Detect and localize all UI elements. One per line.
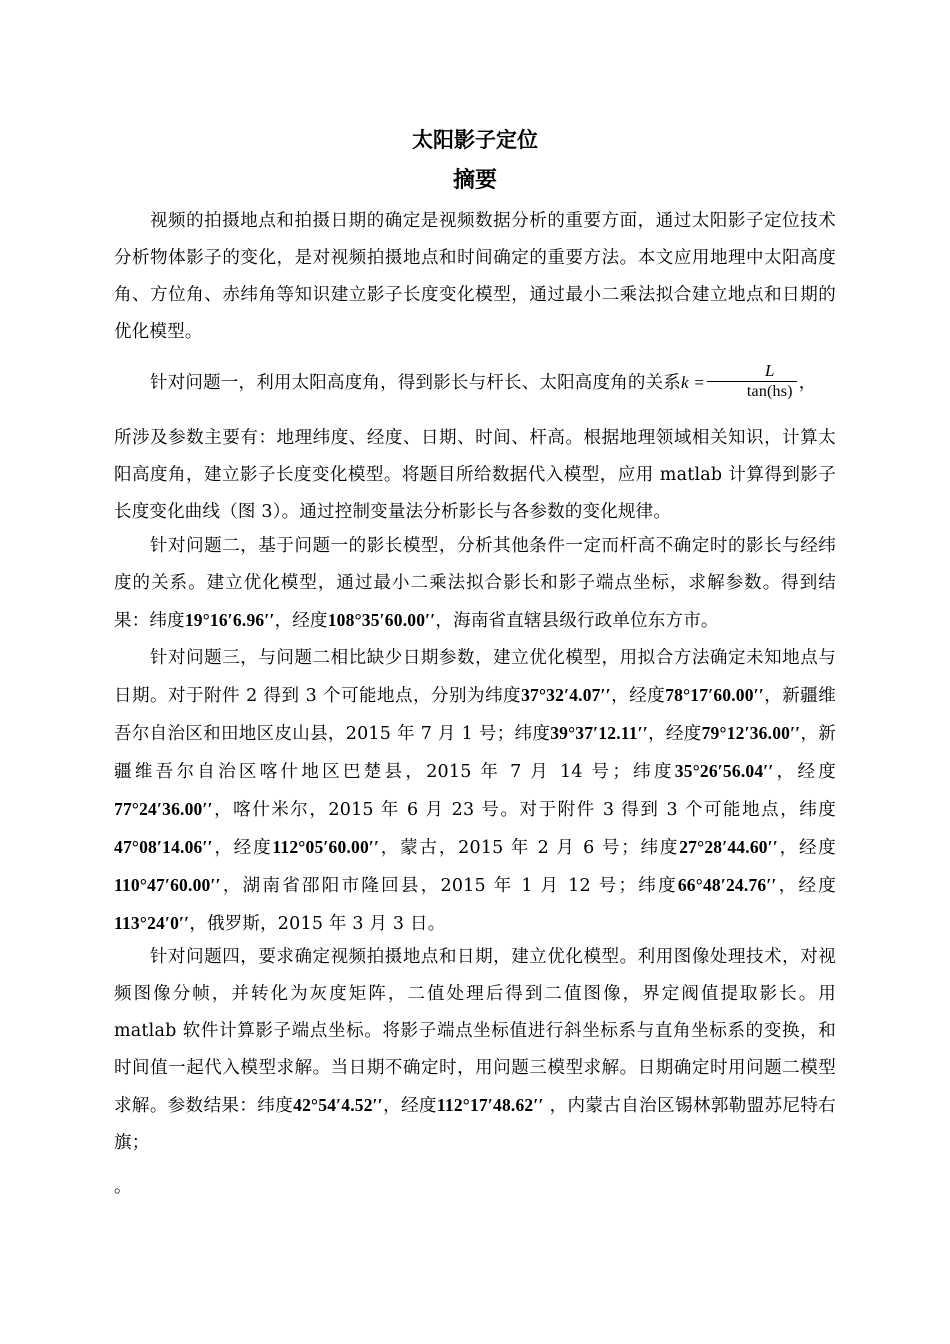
abstract-heading: 摘要 [452, 168, 497, 193]
problem2-latitude: 19°16′6.96′′ [184, 610, 275, 630]
problem3-value-8: 112°05′60.00′′ [272, 837, 380, 857]
problem3-value-5: 35°26′56.04′′ [674, 761, 774, 781]
problem3-text-e: ，新疆维吾尔自治区喀什地区巴楚县，2015 年 7 月 14 号；纬度 [114, 724, 836, 782]
problem3-value-11: 66°48′24.76′′ [677, 875, 777, 895]
problem4-longitude: 112°17′48.62′′ [436, 1095, 544, 1115]
problem2-text-b: ，经度 [274, 611, 328, 631]
problem3-value-3: 39°37′12.11′′ [550, 723, 648, 743]
problem3-text-d: ，经度 [647, 724, 702, 744]
formula-fraction [707, 361, 797, 402]
problem3-text-i: ，蒙古，2015 年 2 月 6 号；纬度 [379, 838, 680, 858]
problem3-text-m: ，俄罗斯，2015 年 3 月 3 日。 [189, 914, 446, 934]
problem3-text-f: ，经度 [773, 762, 836, 782]
problem3-text-b: ，经度 [610, 686, 666, 706]
problem3-value-9: 27°28′44.60′′ [679, 837, 778, 857]
problem3-value-12: 113°24′0′′ [114, 913, 190, 933]
problem4-text-b: ，经度 [382, 1096, 437, 1116]
problem3-text-k: ，湖南省邵阳市隆回县，2015 年 1 月 12 号；纬度 [220, 876, 678, 896]
problem3-text-c: ，新疆维吾尔自治区和田地区皮山县，2015 年 7 月 1 号；纬度 [114, 686, 836, 744]
problem3-text-h: ，经度 [212, 838, 273, 858]
problem4-text-c: ，内蒙古自治区锡林郭勒盟苏尼特右旗； [114, 1096, 836, 1153]
problem2-text-c: ，海南省直辖县级行政单位东方市。 [435, 611, 719, 631]
paragraph-problem2 [114, 528, 836, 640]
problem3-text-j: ，经度 [777, 838, 836, 858]
paragraph-problem1-lead [114, 363, 836, 404]
problem3-text-g: ，喀什米尔，2015 年 6 月 23 号。对于附件 3 得到 3 个可能地点，纬度 [212, 800, 836, 820]
problem3-value-10: 110°47′60.00′′ [114, 875, 221, 895]
paragraph-problem1-rest: 所涉及参数主要有：地理纬度、经度、日期、时间、杆高。根据地理领域相关知识，计算太阳高度角，建立影子长度变化模型。将题目所给数据代入模型，应用 matlab 计算得到影子长度变化曲线（图 3）。通过控制变量法分析影长与各参数的变化规律。 [114, 428, 836, 522]
formula-tail: ， [798, 373, 817, 393]
problem3-text-l: ，经度 [776, 876, 836, 896]
formula-denominator: tan(hs) [707, 381, 797, 402]
formula-lhs: k = [681, 373, 705, 392]
problem3-value-1: 37°32′4.07′′ [521, 685, 611, 705]
problem3-value-4: 79°12′36.00′′ [701, 723, 801, 743]
problem3-value-7: 47°08′14.06′′ [114, 837, 213, 857]
paragraph-problem4 [114, 939, 836, 1162]
problem4-text-a: 针对问题四，要求确定视频拍摄地点和日期，建立优化模型。利用图像处理技术，对视频图像分帧，并转化为灰度矩阵，二值处理后得到二值图像，界定阀值提取影长。用 matlab 软件计算影子端点坐标。将影子端点坐标值进行斜坐标系与直角坐标系的变换，和时间值一起代入模型求解。当日期不确定时，用问题三模型求解。日期确定时用问题二模型求解。参数结果：纬度 [114, 947, 836, 1116]
problem3-value-2: 78°17′60.00′′ [665, 685, 764, 705]
problem4-latitude: 42°54′4.52′′ [293, 1095, 383, 1115]
paragraph-intro: 视频的拍摄地点和拍摄日期的确定是视频数据分析的重要方面，通过太阳影子定位技术分析物体影子的变化，是对视频拍摄地点和时间确定的重要方法。本文应用地理中太阳高度角、方位角、赤纬角等知识建立影子长度变化模型，通过最小二乘法拟合建立地点和日期的优化模型。 [114, 211, 836, 342]
paragraph-problem3 [114, 640, 836, 943]
problem1-lead-text: 针对问题一，利用太阳高度角，得到影长与杆长、太阳高度角的关系 [150, 373, 681, 393]
formula-numerator: L [764, 361, 775, 380]
problem3-value-6: 77°24′36.00′′ [114, 799, 213, 819]
trailing-period: 。 [114, 1177, 132, 1197]
document-title: 太阳影子定位 [412, 128, 538, 152]
problem2-longitude: 108°35′60.00′′ [327, 610, 436, 630]
problem3-text-a: 针对问题三，与问题二相比缺少日期参数，建立优化模型，用拟合方法确定未知地点与日期。对于附件 2 得到 3 个可能地点，分别为纬度 [114, 648, 836, 706]
problem2-text-a: 针对问题二，基于问题一的影长模型，分析其他条件一定而杆高不确定时的影长与经纬度的关系。建立优化模型，通过最小二乘法拟合影长和影子端点坐标，求解参数。得到结果：纬度 [114, 536, 836, 631]
